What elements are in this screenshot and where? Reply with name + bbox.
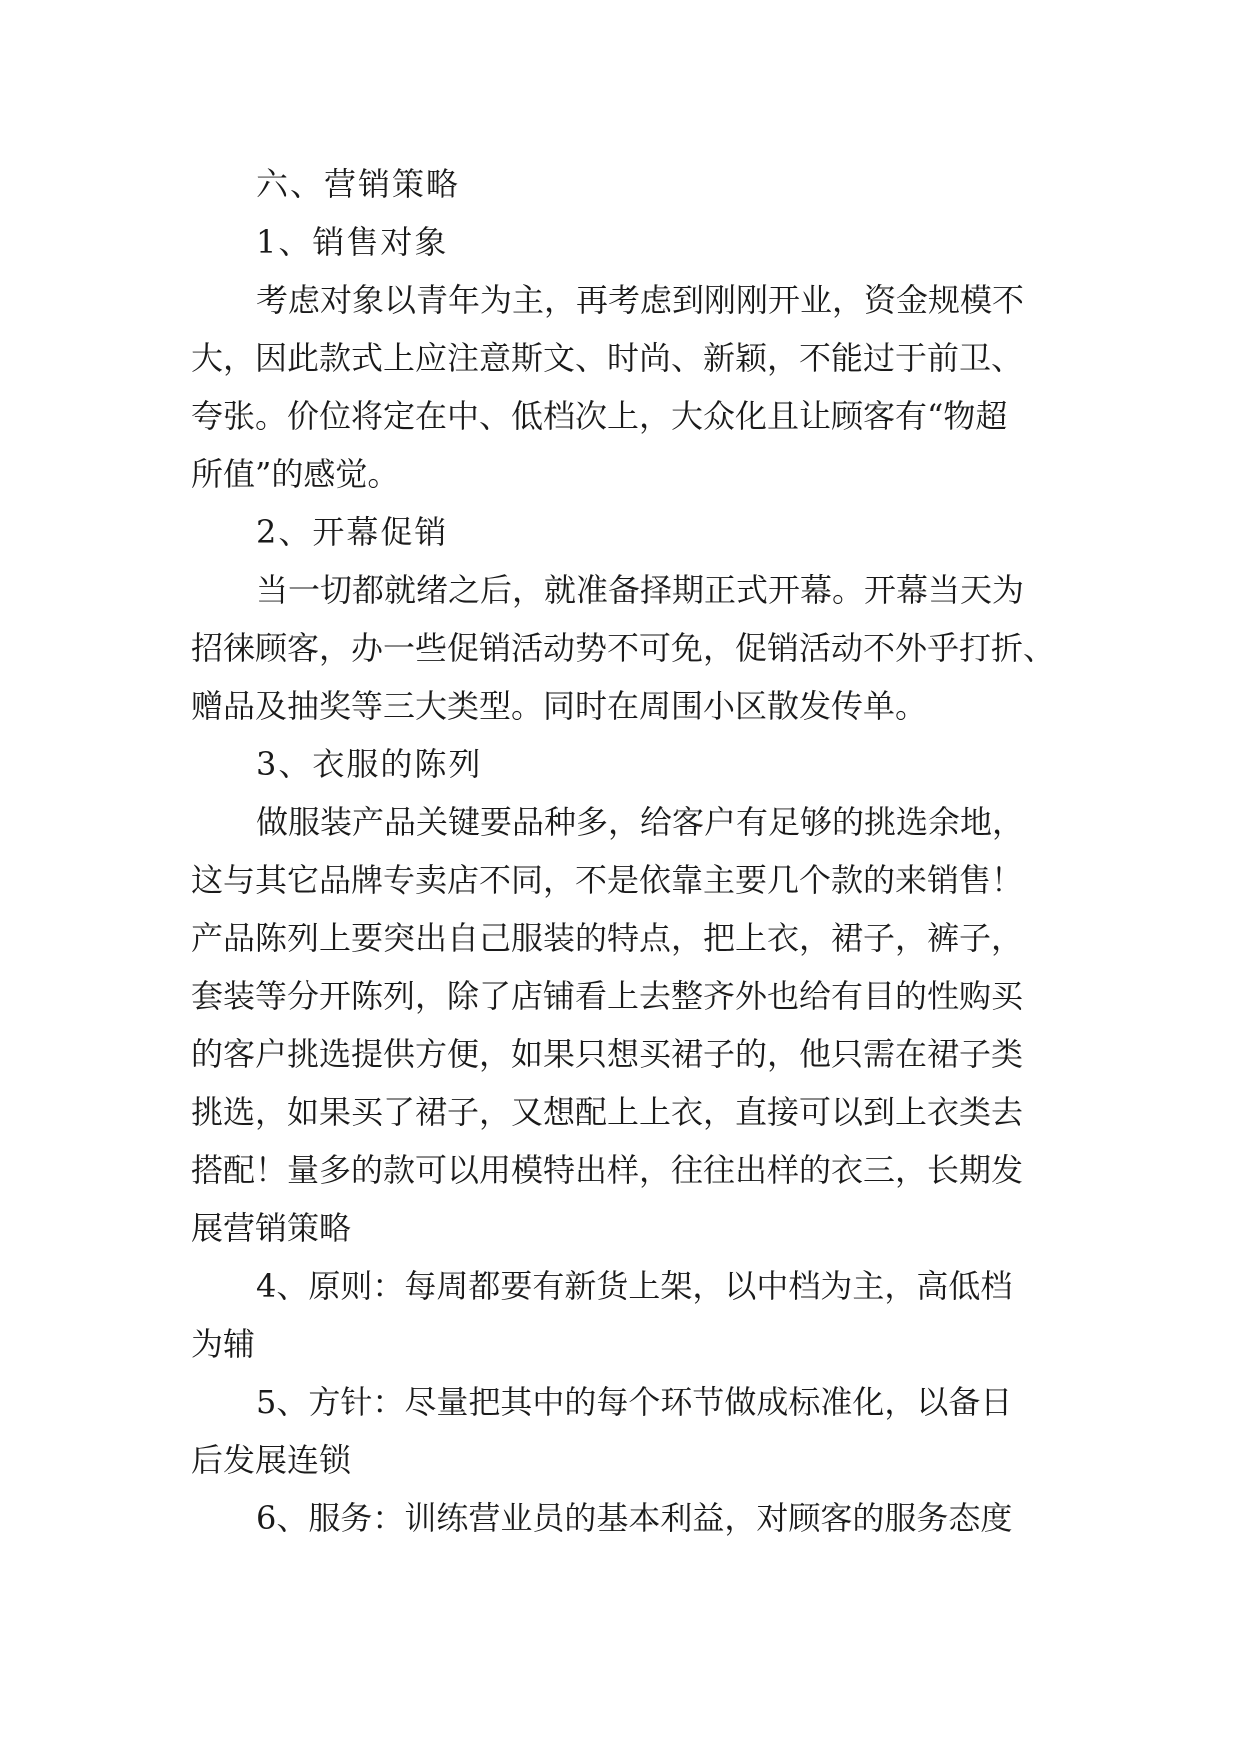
text-line: 大，因此款式上应注意斯文、时尚、新颖，不能过于前卫、 <box>191 339 1024 377</box>
text-line: 做服装产品关键要品种多，给客户有足够的挑选余地， <box>256 803 1025 841</box>
paragraph-line <box>191 909 1241 967</box>
text-line: 的客户挑选提供方便，如果只想买裙子的，他只需在裙子类 <box>191 1035 1024 1073</box>
text-line: 所值”的感觉。 <box>191 455 400 493</box>
text-line: 考虑对象以青年为主，再考虑到刚刚开业，资金规模不 <box>256 281 1025 319</box>
text-line: 夸张。价位将定在中、低档次上，大众化且让顾客有“物超 <box>191 397 1008 435</box>
paragraph-line <box>191 1083 1241 1141</box>
paragraph-line <box>191 1315 1241 1373</box>
subsection-heading <box>256 213 1241 271</box>
text-line: 3、衣服的陈列 <box>256 745 483 783</box>
text-line: 六、营销策略 <box>256 165 461 203</box>
paragraph-line <box>256 271 1241 329</box>
text-line: 挑选，如果买了裙子，又想配上上衣，直接可以到上衣类去 <box>191 1093 1024 1131</box>
section-heading <box>256 155 1241 213</box>
paragraph-line <box>191 677 1241 735</box>
text-line: 5、方针：尽量把其中的每个环节做成标准化，以备日 <box>256 1383 1013 1421</box>
text-line: 为辅 <box>191 1325 256 1363</box>
text-line: 后发展连锁 <box>191 1441 352 1479</box>
paragraph-line <box>256 1257 1241 1315</box>
paragraph-line <box>191 387 1241 445</box>
text-line: 4、原则：每周都要有新货上架，以中档为主，高低档 <box>256 1267 1013 1305</box>
paragraph-line <box>191 851 1241 909</box>
text-line: 1、销售对象 <box>256 223 449 261</box>
text-line: 6、服务：训练营业员的基本利益，对顾客的服务态度 <box>256 1499 1013 1537</box>
text-line: 赠品及抽奖等三大类型。同时在周围小区散发传单。 <box>191 687 928 725</box>
paragraph-line <box>191 619 1241 677</box>
paragraph-line <box>191 1431 1241 1489</box>
paragraph-line <box>256 1489 1241 1547</box>
paragraph-line <box>191 329 1241 387</box>
paragraph-line <box>191 1199 1241 1257</box>
paragraph-line <box>191 445 1241 503</box>
subsection-heading <box>256 503 1241 561</box>
paragraph-line <box>191 967 1241 1025</box>
text-line: 当一切都就绪之后，就准备择期正式开幕。开幕当天为 <box>256 571 1025 609</box>
text-line: 搭配！量多的款可以用模特出样，往往出样的衣三，长期发 <box>191 1151 1024 1189</box>
subsection-heading <box>256 735 1241 793</box>
text-line: 产品陈列上要突出自己服装的特点，把上衣，裙子，裤子， <box>191 919 1024 957</box>
paragraph-line <box>256 561 1241 619</box>
paragraph-line <box>256 1373 1241 1431</box>
paragraph-line <box>256 793 1241 851</box>
text-line: 招徕顾客，办一些促销活动势不可免，促销活动不外乎打折、 <box>191 629 1056 667</box>
text-line: 展营销策略 <box>191 1209 352 1247</box>
text-line: 2、开幕促销 <box>256 513 449 551</box>
text-line: 这与其它品牌专卖店不同，不是依靠主要几个款的来销售！ <box>191 861 1024 899</box>
paragraph-line <box>191 1141 1241 1199</box>
text-line: 套装等分开陈列，除了店铺看上去整齐外也给有目的性购买 <box>191 977 1024 1015</box>
paragraph-line <box>191 1025 1241 1083</box>
